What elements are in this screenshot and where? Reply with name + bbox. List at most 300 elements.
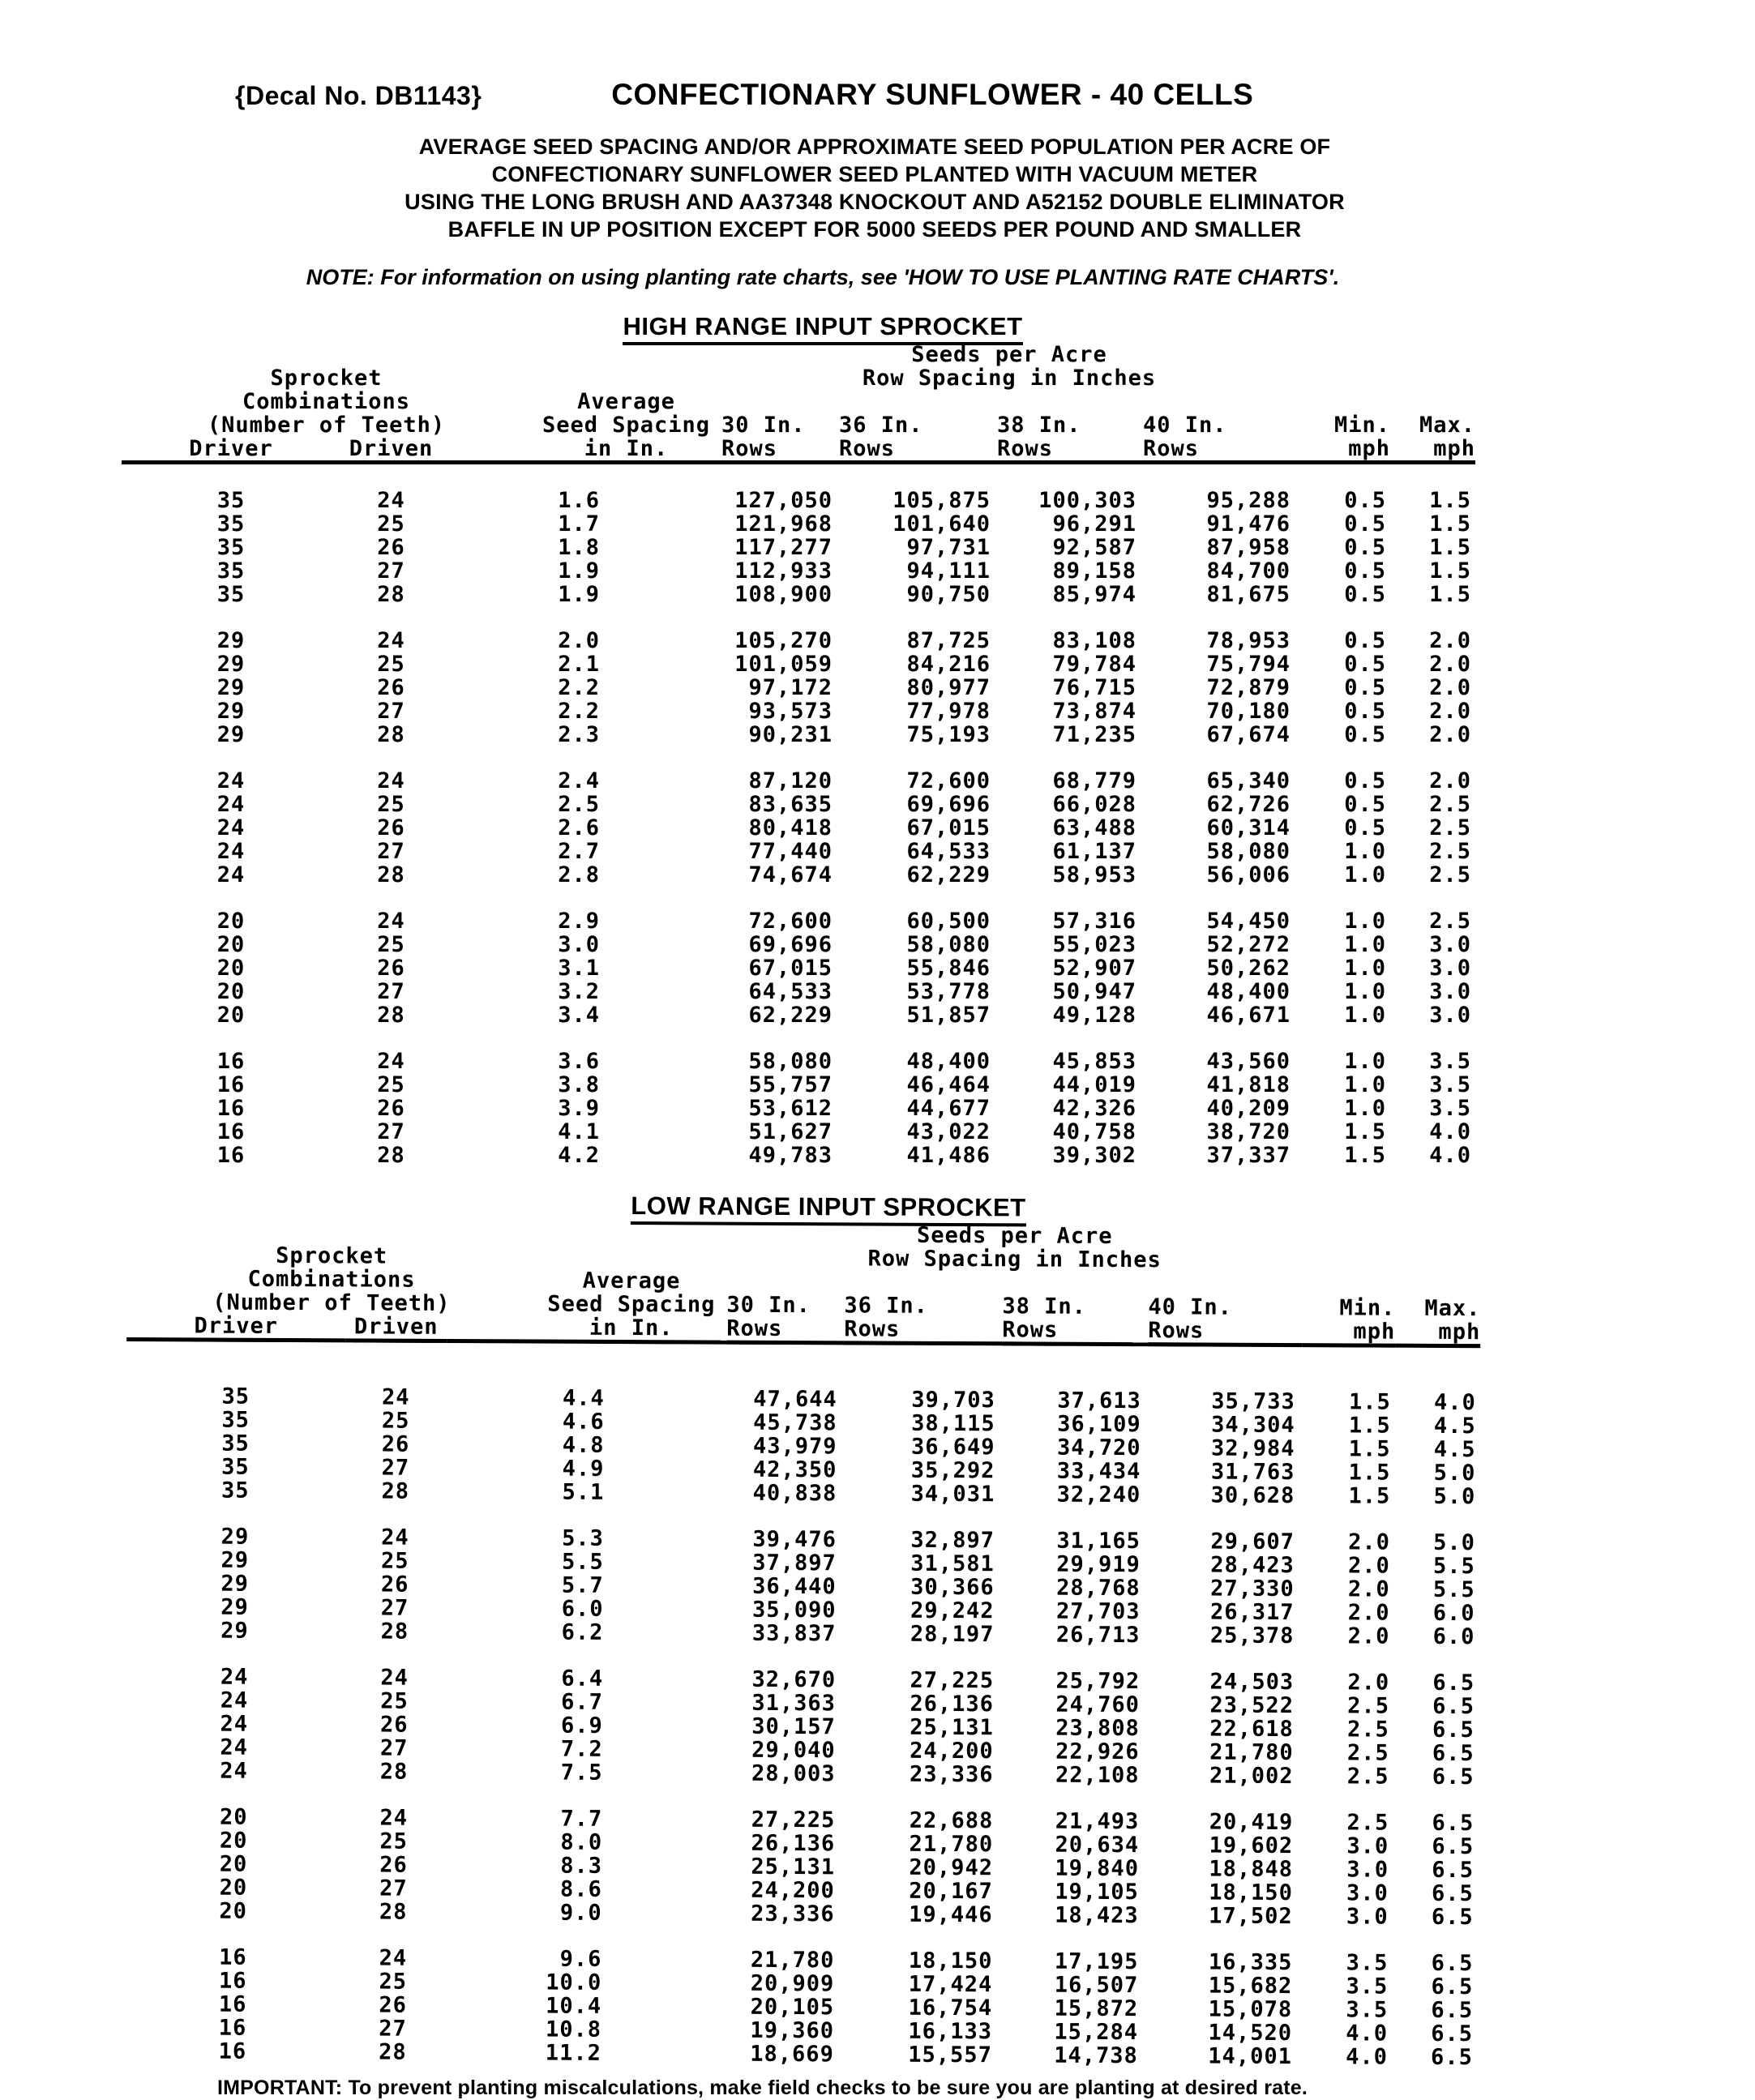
cell-driven: 27 (377, 558, 405, 584)
cell-driven: 25 (381, 1407, 410, 1433)
table-row (122, 1050, 1475, 1073)
cell-rows-30: 74,674 (748, 862, 833, 887)
table-row (122, 816, 1475, 840)
cell-min-mph: 1.5 (1348, 1482, 1391, 1508)
cell-max-mph: 6.5 (1431, 2043, 1473, 2070)
cell-rows-36: 18,150 (908, 1947, 993, 1974)
cell-rows-36: 26,136 (910, 1690, 995, 1717)
cell-max-mph: 5.5 (1432, 1576, 1475, 1602)
col-30-label: 30 In. (721, 413, 806, 438)
cell-min-mph: 3.5 (1346, 1996, 1389, 2022)
cell-driver: 20 (216, 931, 246, 957)
cell-driver: 35 (216, 487, 246, 513)
cell-rows-36: 58,080 (906, 931, 991, 957)
average-label: Average (577, 389, 675, 414)
cell-rows-36: 46,464 (906, 1071, 991, 1097)
cell-rows-30: 83,635 (748, 791, 833, 817)
cell-rows-40: 43,560 (1206, 1048, 1291, 1074)
page-title: CONFECTIONARY SUNFLOWER - 40 CELLS (611, 78, 1254, 111)
cell-min-mph: 2.5 (1347, 1716, 1389, 1742)
driven-label: Driven (354, 1314, 439, 1343)
cell-driven: 26 (379, 1991, 407, 2017)
cell-driver: 24 (220, 1757, 248, 1783)
cell-rows-38: 34,720 (1056, 1434, 1141, 1461)
cell-min-mph: 2.0 (1347, 1669, 1390, 1695)
cell-driver: 20 (219, 1850, 248, 1876)
cell-rows-38: 32,240 (1056, 1481, 1141, 1508)
cell-driver: 24 (220, 1687, 249, 1713)
cell-rows-30: 117,277 (734, 534, 833, 560)
rows-label: Rows (721, 436, 777, 464)
seeds-per-acre-label: Seeds per Acre (911, 342, 1107, 367)
cell-min-mph: 3.5 (1346, 1949, 1389, 1975)
cell-rows-30: 67,015 (748, 955, 833, 981)
cell-max-mph: 4.0 (1429, 1118, 1472, 1144)
cell-rows-38: 50,947 (1052, 978, 1136, 1004)
cell-rows-36: 36,649 (910, 1433, 995, 1460)
cell-avg-spacing: 3.8 (558, 1071, 600, 1097)
cell-rows-40: 54,450 (1206, 908, 1291, 934)
col-36-label: 36 In. (844, 1292, 929, 1319)
cell-driven: 26 (377, 955, 405, 981)
cell-avg-spacing: 2.4 (558, 768, 600, 793)
seed-spacing-label: Seed Spacing (541, 413, 711, 438)
cell-avg-spacing: 5.7 (561, 1572, 604, 1597)
cell-driver: 16 (216, 1071, 246, 1097)
cell-rows-38: 15,872 (1054, 1995, 1139, 2021)
cell-driver: 24 (216, 838, 246, 864)
cell-max-mph: 5.5 (1432, 1552, 1475, 1579)
cell-rows-40: 27,330 (1210, 1575, 1295, 1602)
number-of-teeth-label: (Number of Teeth) (212, 1290, 451, 1316)
cell-max-mph: 6.5 (1432, 1716, 1475, 1743)
cell-rows-40: 60,314 (1206, 815, 1291, 840)
low-range-section (2, 1188, 1755, 2070)
cell-driver: 35 (220, 1477, 250, 1503)
cell-max-mph: 2.5 (1429, 908, 1472, 934)
header-row-seeds (122, 343, 1475, 366)
cell-driven: 27 (379, 1875, 408, 1901)
cell-rows-30: 45,738 (753, 1409, 837, 1435)
cell-driver: 24 (216, 768, 246, 793)
cell-driver: 24 (216, 791, 246, 817)
cell-max-mph: 6.5 (1432, 1669, 1475, 1696)
cell-rows-30: 19,360 (750, 2017, 835, 2043)
cell-driver: 29 (220, 1617, 249, 1643)
cell-driven: 25 (377, 651, 405, 677)
cell-rows-30: 112,933 (734, 558, 833, 584)
cell-rows-40: 84,700 (1206, 558, 1291, 584)
cell-driven: 28 (381, 1478, 410, 1503)
cell-driven: 24 (377, 908, 405, 934)
cell-max-mph: 5.0 (1433, 1459, 1476, 1486)
cell-min-mph: 3.0 (1346, 1856, 1389, 1882)
cell-rows-36: 48,400 (906, 1048, 991, 1074)
cell-rows-38: 63,488 (1052, 815, 1136, 840)
cell-avg-spacing: 10.4 (546, 1992, 602, 2018)
cell-avg-spacing: 3.2 (558, 978, 600, 1004)
cell-driver: 29 (216, 627, 246, 653)
cell-driven: 27 (380, 1594, 409, 1620)
header-row-columns (122, 413, 1475, 437)
table-row (122, 583, 1475, 606)
table-row (122, 1003, 1475, 1027)
max-label: Max. (1419, 413, 1476, 438)
cell-max-mph: 6.5 (1432, 1809, 1475, 1836)
cell-rows-36: 67,015 (906, 815, 991, 840)
cell-min-mph: 3.0 (1346, 1880, 1389, 1905)
high-range-table (122, 343, 1475, 1167)
combinations-label: Combinations (247, 1266, 416, 1293)
cell-avg-spacing: 7.2 (560, 1735, 603, 1761)
cell-driver: 24 (220, 1734, 249, 1760)
title-row (0, 0, 1749, 112)
cell-min-mph: 2.5 (1346, 1763, 1389, 1789)
cell-driver: 29 (216, 674, 246, 700)
cell-avg-spacing: 1.7 (558, 511, 600, 537)
cell-rows-40: 21,002 (1209, 1762, 1294, 1789)
cell-avg-spacing: 5.1 (562, 1478, 605, 1504)
group-spacer (122, 746, 1475, 769)
cell-rows-40: 18,150 (1209, 1879, 1293, 1905)
cell-max-mph: 2.5 (1429, 791, 1472, 817)
cell-rows-40: 87,958 (1206, 534, 1291, 560)
subtitle-line-2: CONFECTIONARY SUNFLOWER SEED PLANTED WITH VACUUM METER (491, 162, 1258, 186)
cell-rows-30: 43,979 (752, 1432, 837, 1459)
cell-rows-30: 55,757 (748, 1071, 833, 1097)
max-label: Max. (1424, 1295, 1481, 1321)
cell-rows-40: 18,848 (1209, 1855, 1294, 1882)
cell-rows-38: 18,423 (1055, 1901, 1139, 1928)
mph-label: mph (1348, 436, 1390, 464)
cell-min-mph: 0.5 (1344, 534, 1387, 560)
cell-rows-38: 73,874 (1052, 698, 1136, 724)
group-spacer (122, 1027, 1475, 1050)
cell-avg-spacing: 1.9 (558, 558, 600, 584)
cell-driven: 28 (380, 1618, 409, 1644)
cell-rows-30: 36,440 (752, 1572, 837, 1599)
cell-max-mph: 3.0 (1429, 931, 1472, 957)
table-row (122, 840, 1475, 863)
col-30-label: 30 In. (726, 1292, 811, 1318)
cell-rows-38: 37,613 (1057, 1387, 1141, 1414)
cell-rows-36: 32,897 (910, 1526, 995, 1553)
sprocket-label: Sprocket (270, 366, 383, 391)
cell-driver: 35 (216, 581, 246, 607)
cell-avg-spacing: 2.1 (558, 651, 600, 677)
cell-rows-36: 105,875 (892, 487, 991, 513)
table-row (122, 1073, 1475, 1097)
cell-driver: 29 (220, 1546, 250, 1572)
cell-driver: 35 (216, 534, 246, 560)
cell-avg-spacing: 9.6 (559, 1945, 602, 1971)
cell-driven: 26 (377, 674, 405, 700)
decal-number: {Decal No. DB1143} (235, 81, 482, 110)
cell-rows-30: 23,336 (751, 1900, 835, 1927)
rows-label: Rows (844, 1316, 900, 1345)
cell-rows-36: 94,111 (906, 558, 991, 584)
mph-label: mph (1438, 1319, 1480, 1347)
cell-driven: 26 (377, 1095, 405, 1121)
cell-driver: 16 (218, 2014, 247, 2040)
cell-rows-38: 79,784 (1052, 651, 1136, 677)
cell-driver: 35 (221, 1406, 250, 1432)
cell-driven: 27 (377, 978, 405, 1004)
in-in-label: in In. (589, 1315, 674, 1344)
cell-max-mph: 5.0 (1433, 1482, 1476, 1509)
cell-rows-40: 32,984 (1210, 1435, 1295, 1461)
cell-rows-30: 47,644 (753, 1385, 837, 1412)
cell-rows-30: 18,669 (750, 2040, 834, 2067)
cell-rows-36: 87,725 (906, 627, 991, 653)
cell-rows-36: 20,942 (909, 1854, 994, 1880)
cell-rows-36: 69,696 (906, 791, 991, 817)
cell-driven: 27 (377, 838, 405, 864)
header-row-sprocket (122, 366, 1475, 390)
cell-rows-40: 72,879 (1206, 674, 1291, 700)
cell-rows-40: 91,476 (1206, 511, 1291, 537)
cell-driver: 29 (216, 721, 246, 747)
cell-avg-spacing: 2.2 (558, 674, 600, 700)
cell-rows-36: 72,600 (906, 768, 991, 793)
cell-rows-36: 19,446 (909, 1901, 993, 1927)
cell-rows-40: 21,780 (1209, 1739, 1294, 1765)
cell-driver: 29 (216, 651, 246, 677)
cell-max-mph: 4.5 (1433, 1435, 1476, 1462)
cell-min-mph: 1.0 (1344, 1002, 1387, 1028)
table-row (122, 699, 1475, 723)
cell-rows-36: 35,292 (910, 1456, 995, 1483)
cell-rows-38: 40,758 (1052, 1118, 1136, 1144)
col-40-label: 40 In. (1148, 1294, 1233, 1320)
cell-max-mph: 3.0 (1429, 955, 1472, 981)
table-row (122, 1120, 1475, 1144)
cell-rows-36: 75,193 (906, 721, 991, 747)
group-spacer (122, 606, 1475, 629)
cell-max-mph: 2.5 (1429, 815, 1472, 840)
cell-driven: 25 (377, 511, 405, 537)
cell-max-mph: 6.5 (1432, 1856, 1475, 1883)
cell-rows-38: 19,105 (1055, 1878, 1139, 1905)
cell-rows-30: 72,600 (748, 908, 833, 934)
cell-driven: 24 (380, 1664, 409, 1690)
low-range-title (127, 1189, 1530, 1225)
min-label: Min. (1339, 1294, 1396, 1321)
cell-rows-36: 21,780 (909, 1830, 994, 1857)
group-spacer (126, 1339, 1480, 1390)
cell-min-mph: 2.0 (1347, 1576, 1390, 1602)
mph-label: mph (1433, 436, 1475, 464)
cell-rows-36: 55,846 (906, 955, 991, 981)
cell-driven: 24 (377, 768, 405, 793)
cell-rows-38: 23,808 (1055, 1714, 1140, 1741)
table-row (122, 1097, 1475, 1120)
cell-driver: 35 (216, 511, 246, 537)
cell-rows-30: 33,837 (751, 1619, 837, 1646)
cell-avg-spacing: 7.5 (560, 1759, 603, 1785)
cell-driven: 25 (379, 1828, 408, 1854)
cell-driven: 26 (379, 1851, 408, 1877)
cell-avg-spacing: 10.8 (545, 2016, 602, 2042)
note-text: NOTE: For information on using planting rate charts, see 'HOW TO USE PLANTING RATE CHARTS'. (306, 265, 1340, 289)
cell-rows-30: 25,131 (751, 1853, 836, 1880)
header-row-units (122, 437, 1475, 463)
cell-avg-spacing: 5.5 (561, 1548, 604, 1574)
cell-rows-40: 37,337 (1206, 1142, 1291, 1168)
cell-rows-36: 16,133 (908, 2017, 993, 2044)
cell-rows-40: 78,953 (1206, 627, 1291, 653)
cell-driven: 24 (377, 487, 405, 513)
cell-driver: 20 (216, 955, 246, 981)
rows-label: Rows (1148, 1318, 1204, 1346)
cell-avg-spacing: 4.2 (558, 1142, 600, 1168)
cell-rows-30: 58,080 (748, 1048, 833, 1074)
cell-rows-36: 28,197 (910, 1620, 995, 1647)
cell-min-mph: 4.0 (1346, 2043, 1388, 2069)
cell-max-mph: 2.0 (1429, 627, 1472, 653)
cell-max-mph: 2.0 (1429, 721, 1472, 747)
driven-label: Driven (349, 436, 434, 464)
cell-driver: 35 (221, 1430, 250, 1456)
cell-min-mph: 3.0 (1346, 1833, 1389, 1858)
cell-rows-30: 30,157 (751, 1713, 836, 1739)
cell-rows-40: 31,763 (1210, 1458, 1295, 1485)
cell-driven: 28 (377, 1142, 405, 1168)
cell-max-mph: 6.0 (1432, 1623, 1475, 1649)
cell-rows-36: 39,703 (911, 1386, 995, 1413)
cell-min-mph: 2.5 (1347, 1692, 1390, 1718)
table-row (122, 723, 1475, 746)
cell-min-mph: 2.0 (1347, 1599, 1390, 1625)
cell-avg-spacing: 3.1 (558, 955, 600, 981)
cell-rows-38: 27,703 (1055, 1597, 1141, 1624)
cell-rows-30: 37,897 (752, 1549, 837, 1576)
cell-rows-38: 16,507 (1054, 1971, 1139, 1998)
cell-min-mph: 0.5 (1344, 581, 1387, 607)
cell-max-mph: 1.5 (1429, 487, 1472, 513)
cell-min-mph: 1.5 (1344, 1118, 1387, 1144)
cell-max-mph: 6.5 (1432, 1692, 1475, 1719)
cell-driven: 26 (377, 534, 405, 560)
col-40-label: 40 In. (1143, 413, 1227, 438)
cell-rows-36: 101,640 (892, 511, 991, 537)
cell-rows-38: 25,792 (1055, 1667, 1141, 1694)
cell-rows-40: 40,209 (1206, 1095, 1291, 1121)
seed-spacing-label: Seed Spacing (547, 1291, 716, 1318)
cell-max-mph: 2.5 (1429, 862, 1472, 887)
cell-driver: 24 (216, 862, 246, 887)
cell-rows-40: 41,818 (1206, 1071, 1291, 1097)
table-row (122, 769, 1475, 793)
driver-label: Driver (189, 436, 273, 464)
cell-rows-40: 26,317 (1209, 1598, 1295, 1625)
cell-driver: 20 (219, 1897, 248, 1923)
driver-label: Driver (194, 1313, 278, 1342)
cell-driven: 25 (377, 791, 405, 817)
high-range-section (0, 312, 1749, 1167)
cell-rows-30: 28,003 (751, 1760, 836, 1786)
cell-rows-30: 40,838 (752, 1479, 837, 1506)
cell-max-mph: 1.5 (1429, 511, 1472, 537)
cell-rows-38: 29,919 (1056, 1550, 1141, 1577)
cell-driven: 24 (381, 1384, 410, 1409)
cell-max-mph: 2.0 (1429, 651, 1472, 677)
high-range-title (122, 312, 1524, 341)
cell-rows-38: 45,853 (1052, 1048, 1136, 1074)
cell-rows-30: 42,350 (752, 1456, 837, 1482)
cell-rows-30: 80,418 (748, 815, 833, 840)
cell-rows-36: 16,754 (908, 1994, 993, 2021)
number-of-teeth-label: (Number of Teeth) (207, 413, 446, 438)
cell-min-mph: 1.0 (1344, 862, 1387, 887)
cell-driver: 16 (216, 1048, 246, 1074)
cell-rows-40: 52,272 (1206, 931, 1291, 957)
cell-rows-40: 38,720 (1206, 1118, 1291, 1144)
header-row-combinations (122, 390, 1475, 413)
cell-rows-38: 15,284 (1054, 2018, 1139, 2045)
cell-min-mph: 1.5 (1348, 1459, 1391, 1485)
cell-min-mph: 2.0 (1347, 1623, 1390, 1649)
cell-max-mph: 6.5 (1432, 1833, 1475, 1859)
low-range-table (123, 1220, 1481, 2069)
cell-rows-40: 75,794 (1206, 651, 1291, 677)
cell-driven: 26 (380, 1571, 409, 1597)
cell-rows-36: 29,242 (910, 1597, 995, 1623)
cell-rows-38: 39,302 (1052, 1142, 1136, 1168)
cell-rows-40: 70,180 (1206, 698, 1291, 724)
cell-avg-spacing: 8.6 (560, 1875, 602, 1901)
cell-rows-38: 66,028 (1052, 791, 1136, 817)
cell-driven: 27 (381, 1454, 410, 1480)
in-in-label: in In. (584, 436, 669, 464)
cell-min-mph: 1.0 (1344, 838, 1387, 864)
cell-rows-38: 92,587 (1052, 534, 1136, 560)
cell-driver: 16 (216, 1118, 246, 1144)
cell-rows-30: 93,573 (748, 698, 833, 724)
cell-rows-30: 108,900 (734, 581, 833, 607)
cell-avg-spacing: 3.0 (558, 931, 600, 957)
table-row (122, 559, 1475, 583)
cell-rows-40: 35,733 (1211, 1388, 1295, 1414)
cell-max-mph: 6.5 (1432, 1763, 1475, 1790)
cell-min-mph: 1.5 (1348, 1388, 1391, 1414)
cell-avg-spacing: 2.2 (558, 698, 600, 724)
cell-avg-spacing: 10.0 (546, 1969, 602, 1995)
cell-rows-38: 49,128 (1052, 1002, 1136, 1028)
cell-max-mph: 3.5 (1429, 1048, 1472, 1074)
cell-avg-spacing: 2.5 (558, 791, 600, 817)
cell-rows-30: 39,476 (752, 1525, 837, 1552)
cell-rows-36: 43,022 (906, 1118, 991, 1144)
cell-min-mph: 2.5 (1346, 1739, 1389, 1765)
cell-rows-38: 19,840 (1055, 1854, 1140, 1881)
average-label: Average (582, 1268, 681, 1294)
cell-avg-spacing: 2.6 (558, 815, 600, 840)
cell-rows-38: 28,768 (1056, 1574, 1141, 1601)
cell-driver: 16 (216, 1142, 246, 1168)
cell-rows-30: 29,040 (751, 1736, 836, 1763)
cell-rows-40: 19,602 (1209, 1832, 1294, 1858)
cell-rows-40: 30,628 (1210, 1482, 1295, 1508)
table-row (122, 1144, 1475, 1167)
cell-rows-40: 56,006 (1206, 862, 1291, 887)
cell-min-mph: 0.5 (1344, 791, 1387, 817)
col-38-label: 38 In. (997, 413, 1081, 438)
cell-driven: 27 (377, 698, 405, 724)
rows-label: Rows (1002, 1317, 1058, 1345)
table-row (122, 933, 1475, 956)
subtitle-block (0, 133, 1749, 243)
